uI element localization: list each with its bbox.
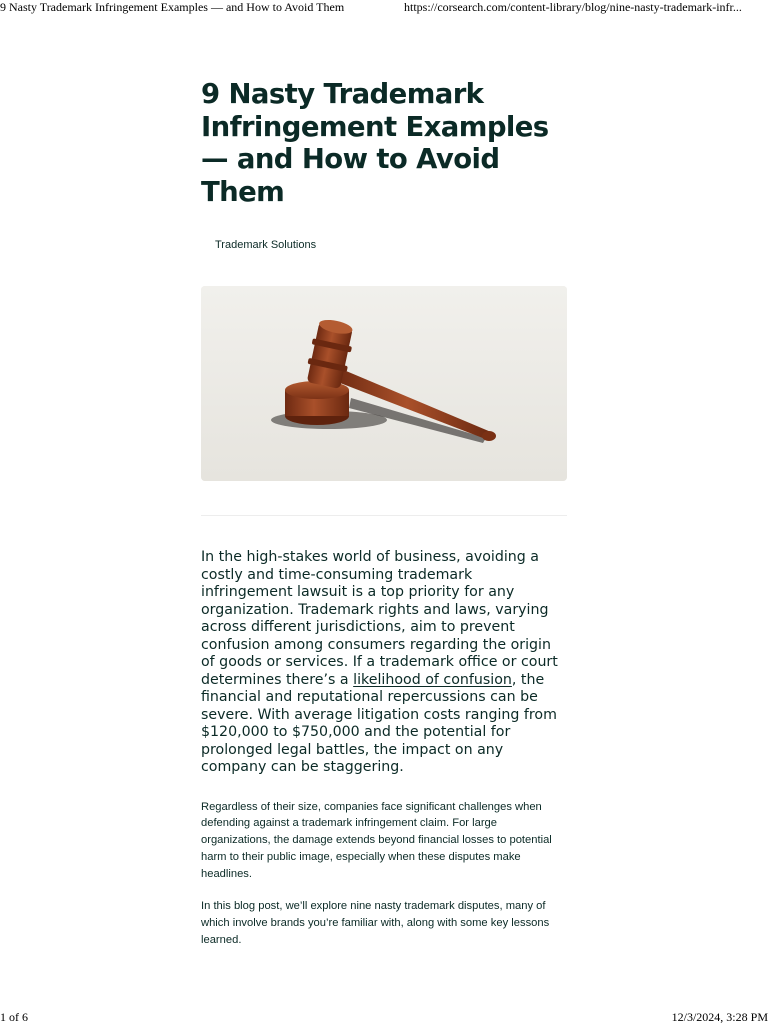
print-header-title: 9 Nasty Trademark Infringement Examples — and How to Avoid Them [0, 0, 345, 14]
print-header-url: https://corsearch.com/content-library/blog/nine-nasty-trademark-infr... [404, 0, 742, 14]
body-paragraph-2: Regardless of their size, companies face significant challenges when defending against a trademark infringement claim. For large organizations, the damage extends beyond financial losses to potential harm to their public image, especially when these disputes make headlines. [201, 800, 552, 880]
print-footer-timestamp: 12/3/2024, 3:28 PM [671, 1010, 768, 1024]
likelihood-of-confusion-link[interactable]: likelihood of confusion [353, 671, 512, 688]
lead-text-after-link: , the financial and reputational repercussions can be severe. With average litigation costs ranging from $120,000 to $750,000 and the potential for prolonged legal battles, the impact on any company can be staggering. [201, 671, 557, 775]
print-footer-page-count: 1 of 6 [0, 1010, 28, 1024]
divider [201, 515, 567, 516]
lead-paragraph [201, 549, 567, 777]
gavel-image [201, 286, 567, 481]
article-title: 9 Nasty Trademark Infringement Examples — and How to Avoid Them [201, 78, 549, 208]
article [201, 78, 567, 949]
body-paragraph-3: In this blog post, we’ll explore nine nasty trademark disputes, many of which involve brands you’re familiar with, along with some key lessons learned. [201, 900, 550, 947]
lead-text-before-link: In the high-stakes world of business, avoiding a costly and time-consuming trademark infringement lawsuit is a top priority for any organization. Trademark rights and laws, varying across different jurisdictions, aim to prevent confusion among consumers regarding the origin of goods or services. If a trademark office or court determines there’s a [201, 549, 558, 688]
hero-image [201, 286, 567, 481]
category-link[interactable]: Trademark Solutions [215, 239, 317, 251]
